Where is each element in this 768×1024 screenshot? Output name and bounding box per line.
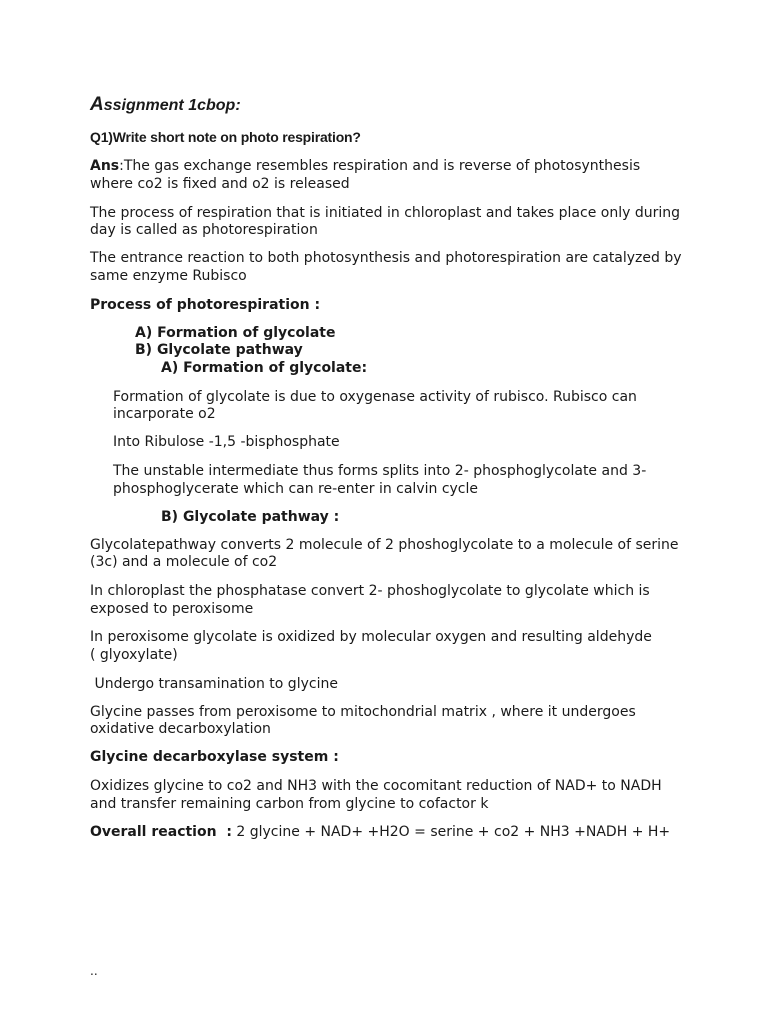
glycine-line-2: oxidative decarboxylation (90, 721, 271, 737)
question-heading: Q1)Write short note on photo respiration? (90, 129, 361, 145)
title-initial: A (90, 94, 104, 115)
answer-label: Ans (90, 158, 120, 174)
photoresp-line-2: day is called as photorespiration (90, 222, 318, 238)
peroxisome-line-2: ( glyoxylate) (90, 647, 178, 663)
unstable-line-2: phosphoglycerate which can re-enter in calvin cycle (113, 481, 479, 497)
glycolate-line-1: Formation of glycolate is due to oxygenase activity of rubisco. Rubisco can (113, 389, 637, 405)
answer-text: :The gas exchange resembles respiration and is reverse of photosynthesis (119, 158, 641, 174)
unstable-line-1: The unstable intermediate thus forms splits into 2- phosphoglycolate and 3- (113, 463, 647, 479)
answer-line-1 (90, 157, 640, 175)
chloroplast-line-1: In chloroplast the phosphatase convert 2- phoshoglycolate to glycolate which is (90, 583, 650, 599)
oxidizes-line-2: and transfer remaining carbon from glycine to cofactor k (90, 796, 489, 812)
document-title (90, 95, 241, 116)
overall-reaction-line (90, 823, 670, 841)
entrance-line-2: same enzyme Rubisco (90, 268, 247, 284)
glycolate-line-2: incarporate o2 (113, 406, 216, 422)
footer-mark: .. (90, 964, 98, 978)
answer-line-2: where co2 is fixed and o2 is released (90, 176, 350, 192)
list-item-b: B) Glycolate pathway (135, 342, 303, 358)
photoresp-line-1: The process of respiration that is initiated in chloroplast and takes place only during (90, 205, 680, 221)
process-heading: Process of photorespiration : (90, 297, 321, 313)
gdc-heading: Glycine decarboxylase system : (90, 749, 339, 765)
oxidizes-line-1: Oxidizes glycine to co2 and NH3 with the cocomitant reduction of NAD+ to NADH (90, 778, 662, 794)
glycine-line-1: Glycine passes from peroxisome to mitochondrial matrix , where it undergoes (90, 704, 636, 720)
chloroplast-line-2: exposed to peroxisome (90, 601, 254, 617)
overall-reaction-label: Overall reaction : (90, 824, 232, 840)
ribulose-line: Into Ribulose -1,5 -bisphosphate (113, 434, 340, 450)
sub-heading-a: A) Formation of glycolate: (161, 360, 368, 376)
transamination-line: Undergo transamination to glycine (90, 676, 338, 692)
peroxisome-line-1: In peroxisome glycolate is oxidized by molecular oxygen and resulting aldehyde (90, 629, 652, 645)
pathway-line-1: Glycolatepathway converts 2 molecule of 2 phoshoglycolate to a molecule of serine (90, 537, 679, 553)
list-item-a: A) Formation of glycolate (135, 325, 336, 341)
sub-heading-b: B) Glycolate pathway : (161, 509, 340, 525)
overall-reaction-text: 2 glycine + NAD+ +H2O = serine + co2 + NH3 +NADH + H+ (231, 824, 671, 840)
title-rest: ssignment 1cbop: (103, 97, 241, 114)
entrance-line-1: The entrance reaction to both photosynthesis and photorespiration are catalyzed by (90, 250, 682, 266)
pathway-line-2: (3c) and a molecule of co2 (90, 554, 278, 570)
